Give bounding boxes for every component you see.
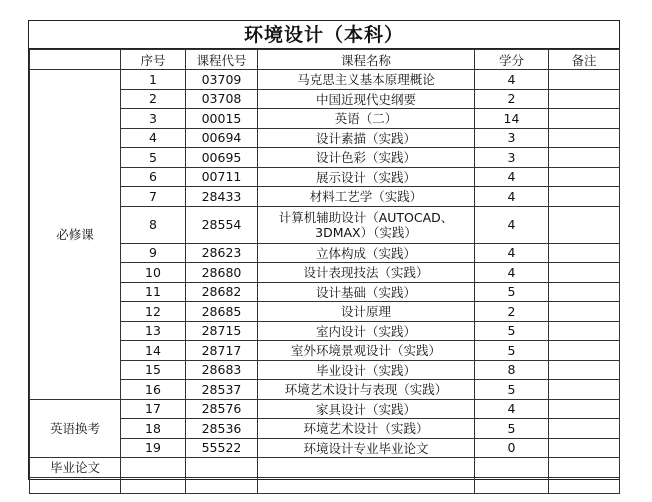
cell-seq: 6 bbox=[121, 167, 186, 187]
empty-cell bbox=[549, 477, 620, 493]
cell-name bbox=[258, 458, 475, 478]
cell-name: 设计色彩（实践） bbox=[258, 148, 475, 168]
cell-code: 28717 bbox=[186, 341, 258, 361]
cell-credit: 4 bbox=[475, 206, 549, 243]
cell-code: 00695 bbox=[186, 148, 258, 168]
cell-note bbox=[549, 399, 620, 419]
cell-name: 设计表现技法（实践） bbox=[258, 263, 475, 283]
table-row bbox=[30, 458, 620, 478]
cell-name: 设计原理 bbox=[258, 302, 475, 322]
cell-note bbox=[549, 282, 620, 302]
cell-credit: 4 bbox=[475, 70, 549, 90]
cell-seq: 16 bbox=[121, 380, 186, 400]
cell-seq: 5 bbox=[121, 148, 186, 168]
header-category bbox=[30, 50, 121, 70]
cell-name: 展示设计（实践） bbox=[258, 167, 475, 187]
cell-code: 03709 bbox=[186, 70, 258, 90]
title-row bbox=[29, 21, 619, 49]
cell-name-line2: 3DMAX）（实践） bbox=[315, 224, 417, 240]
cell-credit: 4 bbox=[475, 243, 549, 263]
cell-note bbox=[549, 89, 620, 109]
cell-seq: 18 bbox=[121, 419, 186, 439]
cell-name: 室外环境景观设计（实践） bbox=[258, 341, 475, 361]
cell-credit bbox=[475, 458, 549, 478]
cell-code: 28682 bbox=[186, 282, 258, 302]
header-credit: 学分 bbox=[475, 50, 549, 70]
table-row bbox=[30, 70, 620, 90]
cell-note bbox=[549, 321, 620, 341]
cell-code: 28623 bbox=[186, 243, 258, 263]
cell-code: 28554 bbox=[186, 206, 258, 243]
cell-code: 28680 bbox=[186, 263, 258, 283]
cell-seq: 4 bbox=[121, 128, 186, 148]
cell-name: 环境设计专业毕业论文 bbox=[258, 438, 475, 458]
cell-seq: 1 bbox=[121, 70, 186, 90]
cell-seq: 2 bbox=[121, 89, 186, 109]
cell-code: 00711 bbox=[186, 167, 258, 187]
cell-name-line1: 计算机辅助设计（AUTOCAD、 bbox=[278, 209, 454, 225]
cell-seq: 11 bbox=[121, 282, 186, 302]
cell-seq: 19 bbox=[121, 438, 186, 458]
cell-seq: 10 bbox=[121, 263, 186, 283]
header-code: 课程代号 bbox=[186, 50, 258, 70]
empty-cell bbox=[30, 477, 121, 493]
cell-note bbox=[549, 458, 620, 478]
cell-name: 立体构成（实践） bbox=[258, 243, 475, 263]
cell-seq: 3 bbox=[121, 109, 186, 129]
category-thesis: 毕业论文 bbox=[30, 458, 121, 478]
empty-cell bbox=[186, 477, 258, 493]
cell-note bbox=[549, 380, 620, 400]
cell-name: 室内设计（实践） bbox=[258, 321, 475, 341]
cell-name: 家具设计（实践） bbox=[258, 399, 475, 419]
cell-code: 28683 bbox=[186, 360, 258, 380]
empty-row bbox=[30, 477, 620, 493]
cell-name: 材料工艺学（实践） bbox=[258, 187, 475, 207]
cell-credit: 4 bbox=[475, 167, 549, 187]
cell-seq: 7 bbox=[121, 187, 186, 207]
cell-note bbox=[549, 263, 620, 283]
header-note: 备注 bbox=[549, 50, 620, 70]
cell-seq bbox=[121, 458, 186, 478]
category-required: 必修课 bbox=[30, 70, 121, 400]
empty-cell bbox=[475, 477, 549, 493]
cell-note bbox=[549, 167, 620, 187]
cell-credit: 2 bbox=[475, 89, 549, 109]
cell-note bbox=[549, 419, 620, 439]
cell-note bbox=[549, 302, 620, 322]
cell-note bbox=[549, 243, 620, 263]
cell-note bbox=[549, 109, 620, 129]
empty-cell bbox=[121, 477, 186, 493]
cell-name: 设计素描（实践） bbox=[258, 128, 475, 148]
header-row bbox=[30, 50, 620, 70]
cell-code bbox=[186, 458, 258, 478]
cell-code: 55522 bbox=[186, 438, 258, 458]
cell-name bbox=[258, 206, 475, 243]
cell-credit: 14 bbox=[475, 109, 549, 129]
cell-note bbox=[549, 438, 620, 458]
cell-seq: 13 bbox=[121, 321, 186, 341]
category-english-swap: 英语换考 bbox=[30, 399, 121, 458]
cell-credit: 4 bbox=[475, 187, 549, 207]
cell-seq: 15 bbox=[121, 360, 186, 380]
table-row bbox=[30, 399, 620, 419]
cell-note bbox=[549, 206, 620, 243]
cell-code: 28433 bbox=[186, 187, 258, 207]
cell-note bbox=[549, 187, 620, 207]
cell-seq: 14 bbox=[121, 341, 186, 361]
cell-credit: 5 bbox=[475, 321, 549, 341]
cell-seq: 17 bbox=[121, 399, 186, 419]
header-seq: 序号 bbox=[121, 50, 186, 70]
cell-credit: 3 bbox=[475, 148, 549, 168]
cell-credit: 5 bbox=[475, 341, 549, 361]
cell-credit: 3 bbox=[475, 128, 549, 148]
cell-name: 毕业设计（实践） bbox=[258, 360, 475, 380]
cell-seq: 12 bbox=[121, 302, 186, 322]
cell-code: 03708 bbox=[186, 89, 258, 109]
cell-credit: 8 bbox=[475, 360, 549, 380]
cell-credit: 5 bbox=[475, 419, 549, 439]
cell-credit: 5 bbox=[475, 282, 549, 302]
cell-note bbox=[549, 148, 620, 168]
cell-code: 28576 bbox=[186, 399, 258, 419]
cell-name: 设计基础（实践） bbox=[258, 282, 475, 302]
cell-name: 中国近现代史纲要 bbox=[258, 89, 475, 109]
cell-code: 00694 bbox=[186, 128, 258, 148]
course-sheet bbox=[28, 20, 620, 480]
cell-note bbox=[549, 341, 620, 361]
cell-note bbox=[549, 128, 620, 148]
cell-seq: 8 bbox=[121, 206, 186, 243]
cell-note bbox=[549, 360, 620, 380]
cell-credit: 4 bbox=[475, 263, 549, 283]
course-table bbox=[29, 49, 620, 494]
cell-name: 环境艺术设计（实践） bbox=[258, 419, 475, 439]
header-name: 课程名称 bbox=[258, 50, 475, 70]
cell-code: 28685 bbox=[186, 302, 258, 322]
cell-code: 28536 bbox=[186, 419, 258, 439]
cell-name: 马克思主义基本原理概论 bbox=[258, 70, 475, 90]
cell-code: 28715 bbox=[186, 321, 258, 341]
cell-seq: 9 bbox=[121, 243, 186, 263]
cell-credit: 5 bbox=[475, 380, 549, 400]
cell-note bbox=[549, 70, 620, 90]
cell-name: 英语（二） bbox=[258, 109, 475, 129]
cell-code: 28537 bbox=[186, 380, 258, 400]
cell-credit: 2 bbox=[475, 302, 549, 322]
cell-code: 00015 bbox=[186, 109, 258, 129]
cell-credit: 0 bbox=[475, 438, 549, 458]
cell-credit: 4 bbox=[475, 399, 549, 419]
page-title: 环境设计（本科） bbox=[243, 24, 404, 46]
empty-cell bbox=[258, 477, 475, 493]
cell-name: 环境艺术设计与表现（实践） bbox=[258, 380, 475, 400]
